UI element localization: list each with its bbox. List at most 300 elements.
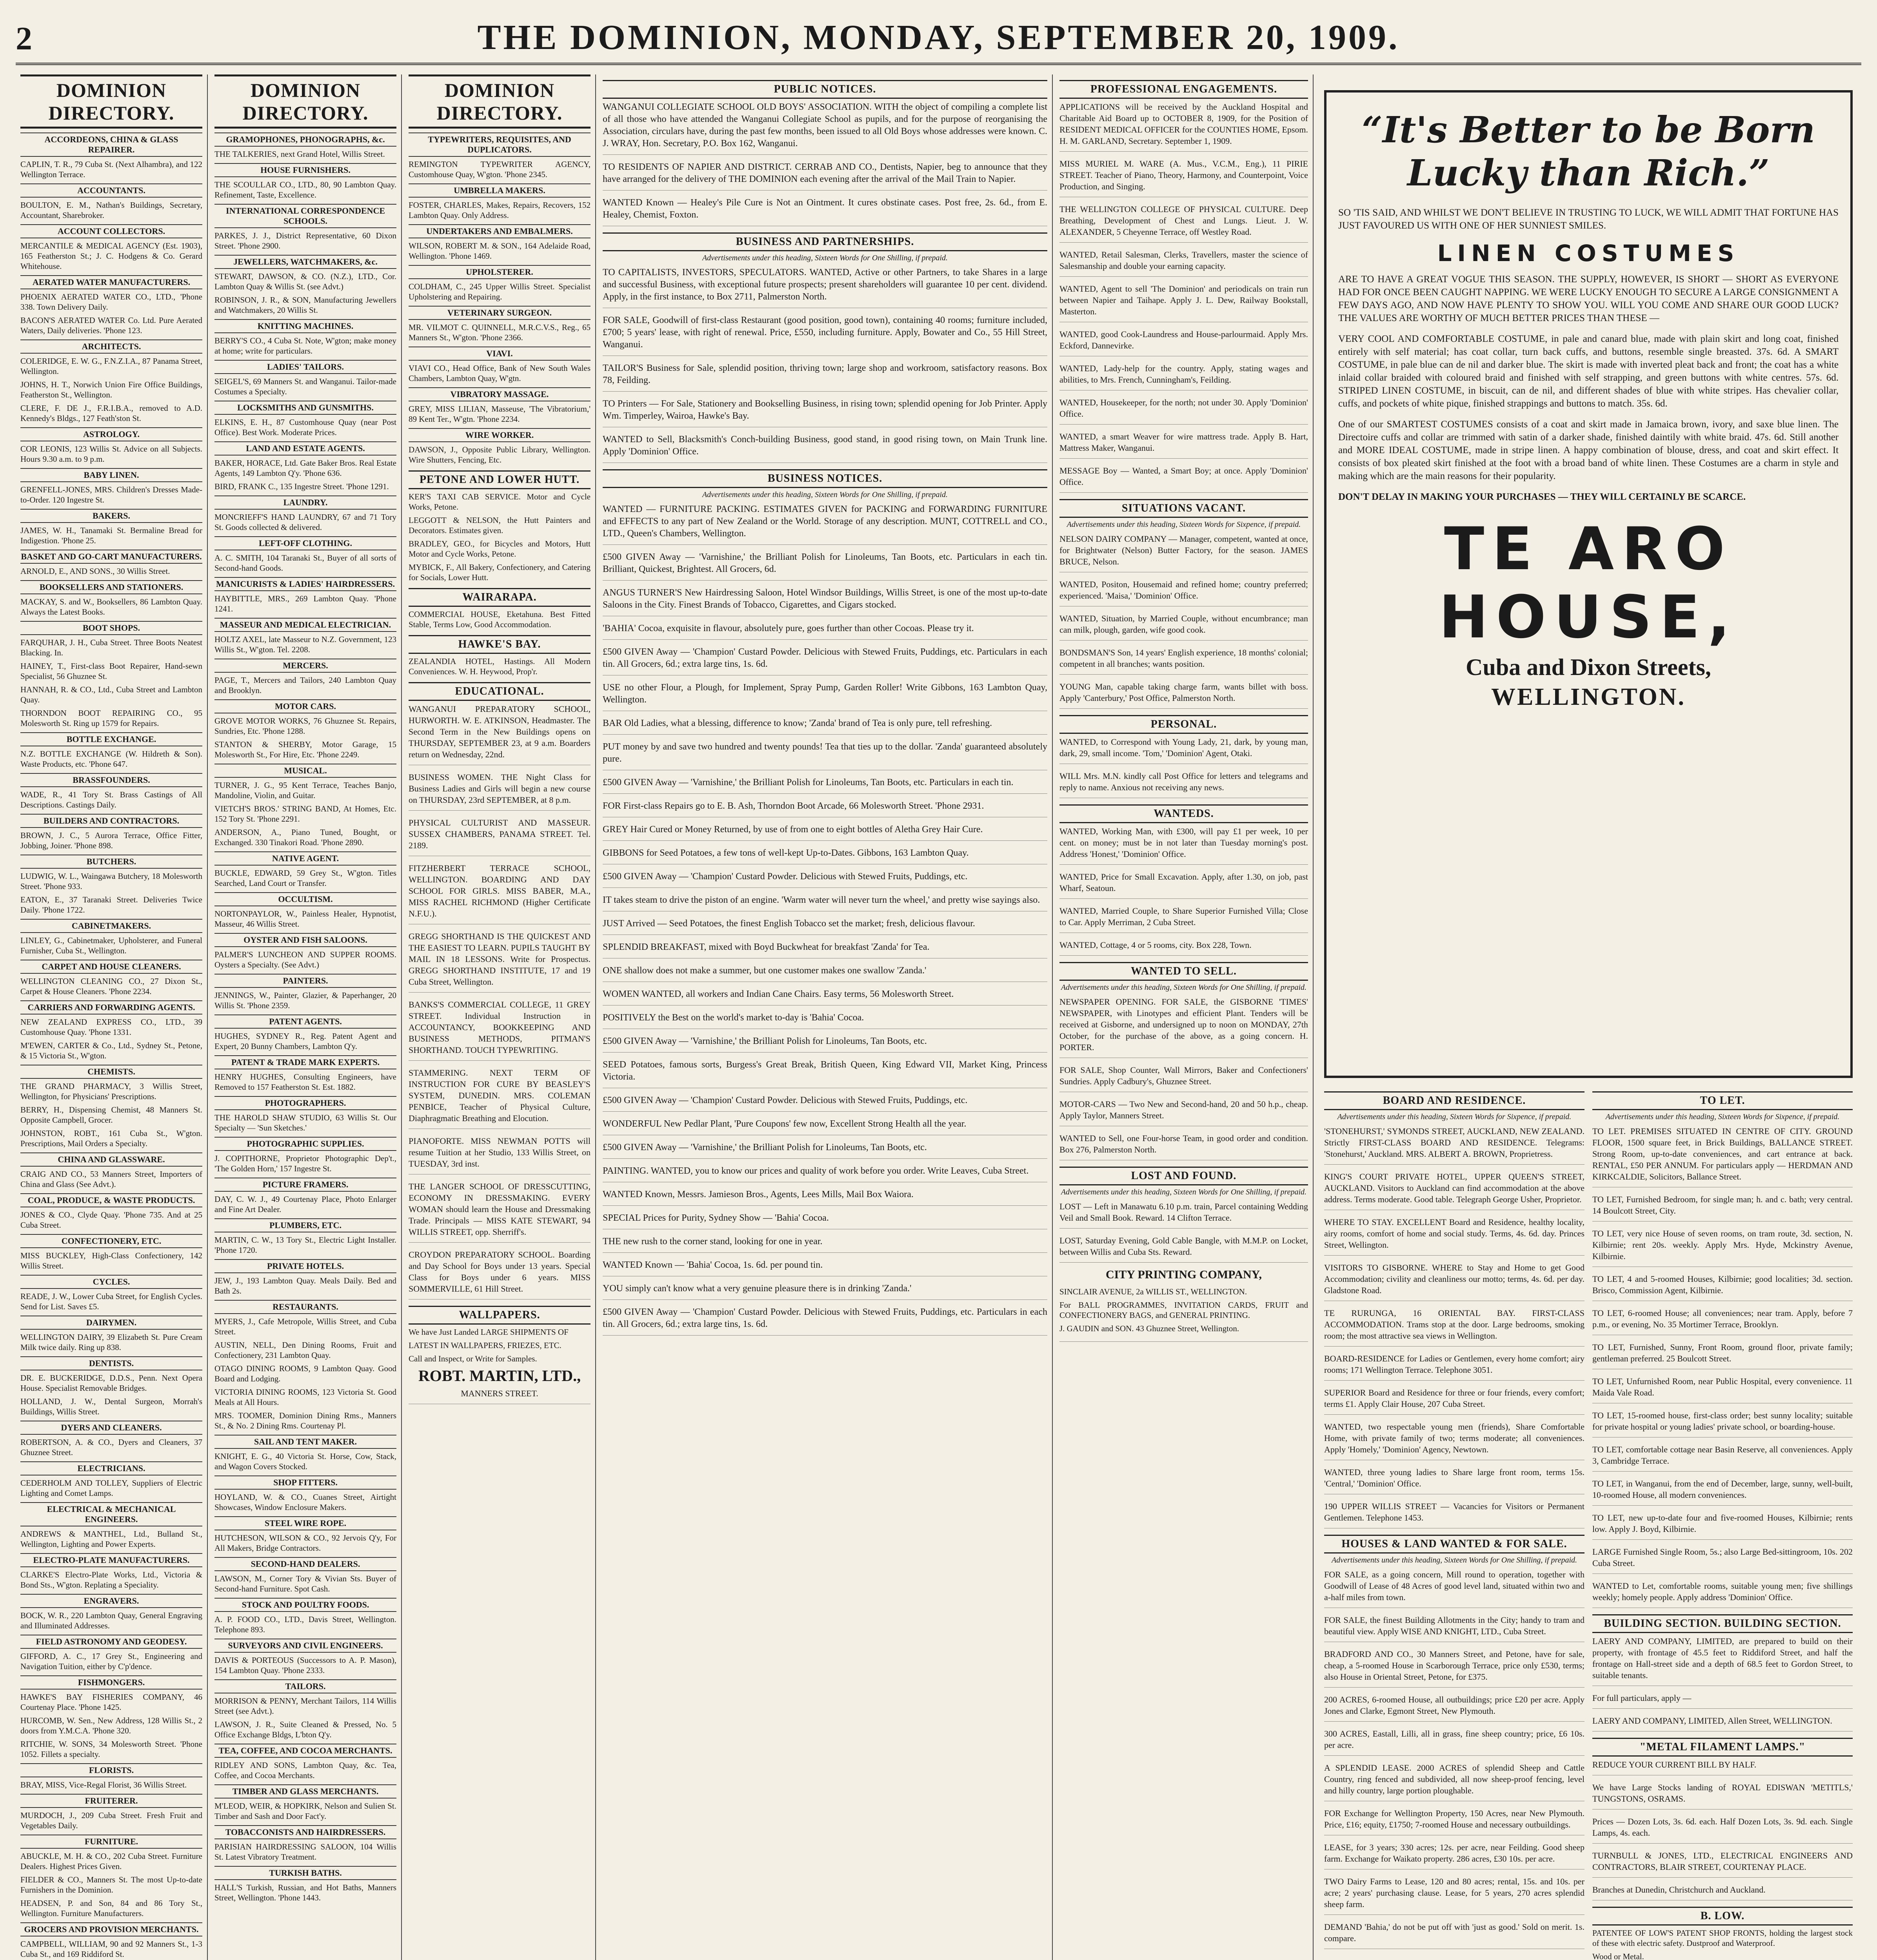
educational-notice: THE LANGER SCHOOL OF DRESSCUTTING, ECONOMY IN DRESSMAKING. EVERY WOMAN should learn the House and Dressmaking Trade. Principals — MISS KATE STEWART, 94 WILLIS STREET, opp. Sherriff's. bbox=[409, 1181, 591, 1243]
directory-entry: BUCKLE, EDWARD, 59 Grey St., W'gton. Titles Searched, Land Court or Transfer. bbox=[214, 868, 396, 888]
directory-entry: ROBINSON, J. R., & SON, Manufacturing Jewellers and Watchmakers, 20 Willis St. bbox=[214, 295, 396, 315]
lamp-line: We have Large Stocks landing of ROYAL EDISWAN 'METITLS,' TUNGSTONS, OSRAMS. bbox=[1592, 1782, 1853, 1809]
directory-entry: WELLINGTON CLEANING CO., 27 Dixon St., Carpet & House Cleaners. 'Phone 2234. bbox=[20, 976, 202, 996]
directory-listing bbox=[20, 132, 202, 1959]
board-notice: BOARD-RESIDENCE for Ladies or Gentlemen, every home comfort; airy rooms; 171 Wellington Terrace. Telephone 3051. bbox=[1324, 1353, 1584, 1381]
directory-column-3 bbox=[404, 74, 596, 1960]
directory-entry: MERCANTILE & MEDICAL AGENCY (Est. 1903), 165 Featherston St.; J. C. Hodgens & Co. Gerard Whitehouse. bbox=[20, 241, 202, 271]
business-notice: GREY Hair Cured or Money Returned, by use of from one to eight bottles of Aletha Grey Hair Cure. bbox=[603, 824, 1047, 841]
directory-entry: MONCRIEFF'S HAND LAUNDRY, 67 and 71 Tory St. Goods collected & delivered. bbox=[214, 512, 396, 532]
directory-entry: GIFFORD, A. C., 17 Grey St., Engineering and Navigation Tuition, either by C'p'dence. bbox=[20, 1651, 202, 1671]
directory-entry: M'LEOD, WEIR, & HOPKIRK, Nelson and Sulien St. Timber and Sash and Door Fact'y. bbox=[214, 1801, 396, 1821]
business-notice: PUT money by and save two hundred and twenty pounds! Tea that ties up to the dollar. 'Zanda' guaranteed absolutely pure. bbox=[603, 741, 1047, 770]
to-let-sub: Advertisements under this heading, Sixteen Words for Sixpence, if prepaid. bbox=[1605, 1112, 1840, 1121]
directory-entry: A. C. SMITH, 104 Taranaki St., Buyer of all sorts of Second-hand Goods. bbox=[214, 553, 396, 573]
directory-category: GROCERS AND PROVISION MERCHANTS. bbox=[20, 1922, 202, 1936]
business-notice: £500 GIVEN Away — 'Champion' Custard Powder. Delicious with Stewed Fruits, Puddings, etc. bbox=[603, 1094, 1047, 1112]
directory-category: ACCOUNT COLLECTORS. bbox=[20, 224, 202, 238]
directory-category: LADIES' TAILORS. bbox=[214, 360, 396, 374]
directory-category: CABINETMAKERS. bbox=[20, 919, 202, 933]
directory-entry: A. P. FOOD CO., LTD., Davis Street, Wellington. Telephone 893. bbox=[214, 1615, 396, 1634]
directory-category: ELECTRO-PLATE MANUFACTURERS. bbox=[20, 1553, 202, 1567]
public-notice: TO RESIDENTS OF NAPIER AND DISTRICT. CERRAB AND CO., Dentists, Napier, beg to announce that they have arranged for the delivery of THE DOMINION each evening after the arrival of the Mail Train to Napier. bbox=[603, 161, 1047, 191]
directory-category: PATENT AGENTS. bbox=[214, 1014, 396, 1029]
directory-category: FLORISTS. bbox=[20, 1763, 202, 1777]
lost-found-heading: LOST AND FOUND. bbox=[1059, 1167, 1308, 1185]
directory-entry: BAKER, HORACE, Ltd. Gate Baker Bros. Real Estate Agents, 149 Lambton Q'y. 'Phone 636. bbox=[214, 458, 396, 478]
property-notice: 300 ACRES, Eastall, Lilli, all in grass, fine sheep country; price, £6 10s. per acre. bbox=[1324, 1728, 1584, 1756]
property-notice: LEASE, for 3 years; 330 acres; 12s. per acre, near Feilding. Good sheep farm. Exchange for Waikato property. 286 acres, £30 10s. per acre. bbox=[1324, 1842, 1584, 1869]
directory-entry: BACON'S AERATED WATER Co. Ltd. Pure Aerated Waters, Daily deliveries. 'Phone 123. bbox=[20, 316, 202, 335]
directory-entry: GROVE MOTOR WORKS, 76 Ghuznee St. Repairs, Sundries, Etc. 'Phone 1288. bbox=[214, 716, 396, 736]
directory-entry: DAY, C. W. J., 49 Courtenay Place, Photo Enlarger and Fine Art Dealer. bbox=[214, 1194, 396, 1214]
metal-lamps-lines bbox=[1592, 1759, 1853, 1900]
business-notice: TO CAPITALISTS, INVESTORS, SPECULATORS. WANTED, Active or other Partners, to take Shares in a large and successful Business, with exceptional future prospects; present shareholders will guarantee 10 per cent. dividend. Apply, in the first instance, to Box 2711, Palmerston North. bbox=[603, 267, 1047, 308]
directory-entry: HENRY HUGHES, Consulting Engineers, have Removed to 157 Featherston St. Est. 1882. bbox=[214, 1072, 396, 1092]
business-notice: WANTED to Sell, Blacksmith's Conch-building Business, good stand, in good rising town, on Main Trunk line. Apply 'Dominion' Office. bbox=[603, 434, 1047, 463]
right-bottom-left bbox=[1324, 1086, 1584, 1960]
directory-category: PLUMBERS, ETC. bbox=[214, 1218, 396, 1232]
wallpaper-line: We have Just Landed LARGE SHIPMENTS OF bbox=[409, 1327, 569, 1337]
directory-entry: WILSON, ROBERT M. & SON., 164 Adelaide Road, Wellington. 'Phone 1469. bbox=[409, 241, 591, 261]
to-let-notice: TO LET, Furnished Bedroom, for single man; h. and c. bath; very central. 14 Boulcott Street, City. bbox=[1592, 1194, 1853, 1221]
directory-entry: WELLINGTON DAIRY, 39 Elizabeth St. Pure Cream Milk twice daily. Ring up 838. bbox=[20, 1332, 202, 1352]
educational-notice: BUSINESS WOMEN. THE Night Class for Business Ladies and Girls will begin a new course on THURSDAY, 23rd SEPTEMBER, at 8 p.m. bbox=[409, 771, 591, 811]
educational-notice: STAMMERING. NEXT TERM OF INSTRUCTION FOR CURE BY BEASLEY'S SYSTEM, DUNEDIN. MRS. COLEMAN PENBICE, Teacher of Physical Culture, Diaphragmatic Breathing and Elocution. bbox=[409, 1067, 591, 1129]
city-printing-line: For BALL PROGRAMMES, INVITATION CARDS, FRUIT and CONFECTIONERY BAGS, and GENERAL PRINTING. bbox=[1059, 1300, 1308, 1320]
educational-listing bbox=[409, 703, 591, 1299]
to-let-notice: TO LET, 4 and 5-roomed Houses, Kilbirnie; good localities; 3d. section. Brisco, Commission Agent, Kilbirnie. bbox=[1592, 1273, 1853, 1301]
property-notice: 200 ACRES, 6-roomed House, all outbuildings; price £20 per acre. Apply Jones and Clarke, Egmont Street, New Plymouth. bbox=[1324, 1694, 1584, 1722]
sale-notice: MOTOR-CARS — Two New and Second-hand, 20 and 50 h.p., cheap. Apply Taylor, Manners Street. bbox=[1059, 1098, 1308, 1126]
to-let-notice: TO LET, very nice House of seven rooms, on tram route, 3d. section, N. Kilbirnie; rent 20s. weekly. Apply Mrs. Hyde, Mckinstry Avenue, Kilbirnie. bbox=[1592, 1228, 1853, 1267]
directory-entry: JOHNSTON, ROBT., 161 Cuba St., W'gton. Prescriptions, Mail Orders a Specialty. bbox=[20, 1129, 202, 1148]
directory-entry: PHOENIX AERATED WATER CO., LTD., 'Phone 338. Town Delivery Daily. bbox=[20, 292, 202, 312]
directory-category: FIELD ASTRONOMY AND GEODESY. bbox=[20, 1635, 202, 1649]
hawkes-bay-listing bbox=[409, 656, 591, 677]
situation-notice: WANTED, Positon, Housemaid and refined home; country preferred; experienced. 'Maisa,' 'Dominion' Office. bbox=[1059, 579, 1308, 606]
board-residence-list bbox=[1324, 1125, 1584, 1528]
business-notice: POSITIVELY the Best on the world's market to-day is 'Bahia' Cocoa. bbox=[603, 1012, 1047, 1029]
hawkes-bay-heading: HAWKE'S BAY. bbox=[409, 635, 591, 654]
low-line: PATENTEE OF LOW'S PATENT SHOP FRONTS, holding the largest stock of these with electric safety. Dustproof and Waterproof. bbox=[1592, 1928, 1853, 1948]
board-notice: SUPERIOR Board and Residence for three or four friends, every comfort; terms £1. Apply Clair House, 207 Cuba Street. bbox=[1324, 1387, 1584, 1415]
building-line: LAERY AND COMPANY, LIMITED, are prepared to build on their property, with frontage of 45.5 feet to Riddiford Street, and half the frontage on Hall-street side and a depth of 68.5 feet to Gordon Street, to suitable tenants. bbox=[1592, 1635, 1853, 1686]
ad-address: Cuba and Dixon Streets, bbox=[1466, 654, 1711, 680]
directory-entry: STANTON & SHERBY, Motor Garage, 15 Molesworth St., For Hire, Etc. 'Phone 2249. bbox=[214, 740, 396, 759]
directory-category: STOCK AND POULTRY FOODS. bbox=[214, 1598, 396, 1612]
business-notices-heading: BUSINESS NOTICES. bbox=[603, 469, 1047, 488]
wanteds-heading: WANTEDS. bbox=[1059, 804, 1308, 823]
business-notice: £500 GIVEN Away — 'Varnishine,' the Brilliant Polish for Linoleums, Tan Boots, etc. bbox=[603, 1035, 1047, 1053]
directory-category: LEFT-OFF CLOTHING. bbox=[214, 536, 396, 550]
city-printing-line: J. GAUDIN and SON. 43 Ghuznee Street, Wellington. bbox=[1059, 1324, 1239, 1333]
public-notices-list bbox=[603, 101, 1047, 226]
situation-notice: NELSON DAIRY COMPANY — Manager, competent, wanted at once, for Brightwater (Nelson) Butter Factory, for the season. JAMES BRUCE, Nelson. bbox=[1059, 533, 1308, 572]
metal-lamps-heading: "METAL FILAMENT LAMPS." bbox=[1592, 1738, 1853, 1757]
business-notice: USE no other Flour, a Plough, for Implement, Spray Pump, Garden Roller! Write Gibbons, 163 Lambton Quay, Wellington. bbox=[603, 682, 1047, 711]
directory-entry: DAVIS & PORTEOUS (Successors to A. P. Mason), 154 Lambton Quay. 'Phone 2333. bbox=[214, 1655, 396, 1675]
directory-category: BRASSFOUNDERS. bbox=[20, 773, 202, 787]
directory-entry: RITCHIE, W. SONS, 34 Molesworth Street. 'Phone 1052. Fillets a specialty. bbox=[20, 1739, 202, 1759]
ad-body-1: ARE TO HAVE A GREAT VOGUE THIS SEASON. THE SUPPLY, HOWEVER, IS SHORT — SHORT AS EVERYONE HAD FOR ONCE BEEN CAUGHT NAPPING. WE WERE LUCKY ENOUGH TO SECURE A LARGE CONSIGNMENT A FEW DAYS AGO, AND NOW HAVE PLENTY TO SHOW YOU. WILL YOU COME AND SHARE OUR GOOD LUCK? THE VALUES ARE WORTHY OF MUCH BETTER PRICES THAN THESE — bbox=[1338, 274, 1839, 323]
directory-entry: ROBERTSON, A. & CO., Dyers and Cleaners, 37 Ghuznee Street. bbox=[20, 1437, 202, 1457]
directory-entry: LINLEY, G., Cabinetmaker, Upholsterer, and Funeral Furnisher, Cuba St., Wellington. bbox=[20, 936, 202, 955]
situation-notice: YOUNG Man, capable taking charge farm, wants billet with boss. Apply 'Canterbury,' Post Office, Palmerston North. bbox=[1059, 681, 1308, 709]
wanted-to-sell-sub: Advertisements under this heading, Sixteen Words for One Shilling, if prepaid. bbox=[1061, 983, 1307, 992]
directory-entry: OTAGO DINING ROOMS, 9 Lambton Quay. Good Board and Lodging. bbox=[214, 1364, 396, 1383]
directory-category: ENGRAVERS. bbox=[20, 1594, 202, 1608]
engagements-column bbox=[1055, 74, 1314, 1960]
to-let-notice: TO LET, 15-roomed house, first-class order; best sunny locality; suitable for private hospital or young ladies' private school, or boarding-house. bbox=[1592, 1410, 1853, 1437]
to-let-notice: LARGE Furnished Single Room, 5s.; also Large Bed-sittingroom, 10s. 202 Cuba Street. bbox=[1592, 1546, 1853, 1574]
directory-entry: ELKINS, E. H., 87 Customhouse Quay (near Post Office). Best Work. Moderate Prices. bbox=[214, 417, 396, 437]
professional-notice: WANTED, a smart Weaver for wire mattress trade. Apply B. Hart, Mattress Maker, Wanganui. bbox=[1059, 431, 1308, 459]
wanted-to-sell-list bbox=[1059, 996, 1308, 1160]
directory-entry: CEDERHOLM AND TOLLEY, Suppliers of Electric Lighting and Comet Lamps. bbox=[20, 1478, 202, 1498]
directory-category: VETERINARY SURGEON. bbox=[409, 306, 591, 320]
directory-entry: CLERE, F. DE J., F.R.I.B.A., removed to A.D. Kennedy's Bldgs., 127 Feath'ston St. bbox=[20, 403, 202, 423]
wallpapers-heading: WALLPAPERS. bbox=[409, 1306, 591, 1325]
directory-category: BOOKSELLERS AND STATIONERS. bbox=[20, 580, 202, 594]
low-line: Wood or Metal. bbox=[1592, 1952, 1644, 1960]
right-bottom-right bbox=[1592, 1086, 1853, 1960]
public-notice: WANTED Known — Healey's Pile Cure is Not an Ointment. It cures obstinate cases. Post free, 2s. 6d., from E. Healey, Chemist, Foxton. bbox=[603, 197, 1047, 226]
directory-entry: FOSTER, CHARLES, Makes, Repairs, Recovers, 152 Lambton Quay. Only Address. bbox=[409, 200, 591, 220]
directory-category: BOTTLE EXCHANGE. bbox=[20, 732, 202, 746]
directory-category: CARPET AND HOUSE CLEANERS. bbox=[20, 960, 202, 974]
directory-entry: HOYLAND, W. & CO., Cuanes Street, Airtight Showcases, Window Enclosure Makers. bbox=[214, 1492, 396, 1512]
to-let-notice: TO LET, Unfurnished Room, near Public Hospital, every convenience. 11 Maida Vale Road. bbox=[1592, 1376, 1853, 1403]
directory-entry: LAWSON, J. R., Suite Cleaned & Pressed, No. 5 Office Exchange Bldgs, L'bton Q'y. bbox=[214, 1720, 396, 1739]
directory-category: VIBRATORY MASSAGE. bbox=[409, 387, 591, 401]
directory-entry: GRENFELL-JONES, MRS. Children's Dresses Made-to-Order. 120 Ingestre St. bbox=[20, 485, 202, 505]
directory-entry: N.Z. BOTTLE EXCHANGE (W. Hildreth & Son). Waste Products, etc. 'Phone 647. bbox=[20, 749, 202, 769]
business-notice: WONDERFUL New Pedlar Plant, 'Pure Coupons' few now, Excellent Strong Health all the year. bbox=[603, 1118, 1047, 1135]
building-line: For full particulars, apply — bbox=[1592, 1692, 1853, 1709]
directory-category: PICTURE FRAMERS. bbox=[214, 1178, 396, 1192]
directory-entry: PARKES, J. J., District Representative, 60 Dixon Street. 'Phone 2900. bbox=[214, 231, 396, 250]
directory-title: DOMINION DIRECTORY. bbox=[20, 74, 202, 129]
directory-category: SECOND-HAND DEALERS. bbox=[214, 1557, 396, 1571]
directory-entry: PALMER'S LUNCHEON AND SUPPER ROOMS. Oysters a Specialty. (See Advt.) bbox=[214, 950, 396, 969]
directory-entry: BERRY, H., Dispensing Chemist, 48 Manners St. Opposite Campbell, Grocer. bbox=[20, 1105, 202, 1125]
business-notice: WANTED — FURNITURE PACKING. ESTIMATES GIVEN for PACKING and FORWARDING FURNITURE and EFFECTS to any part of New Zealand or the World. Storage of any description. MUNT, COTTRELL and CO., LTD., Queen's Chambers, Wellington. bbox=[603, 503, 1047, 545]
directory-entry: MISS BUCKLEY, High-Class Confectionery, 142 Willis Street. bbox=[20, 1251, 202, 1270]
to-let-list bbox=[1592, 1125, 1853, 1608]
educational-notice: BANKS'S COMMERCIAL COLLEGE, 11 GREY STREET. Individual Instruction in ACCOUNTANCY, BOOKKEEPING AND BUSINESS METHODS, PITMAN'S SHORTHAND. TOUCH TYPEWRITING. bbox=[409, 999, 591, 1061]
property-notice: FOR SALE, as a going concern, Mill round to operation, together with Goodwill of Lease of 48 Acres of good level land, situated within two and a-half miles from town. bbox=[1324, 1569, 1584, 1608]
business-notice: £500 GIVEN Away — 'Varnishine,' the Brilliant Polish for Linoleums, Tan Boots, etc. Particulars in each tin. bbox=[603, 777, 1047, 794]
directory-entry: ABUCKLE, M. H. & CO., 202 Cuba Street. Furniture Dealers. Highest Prices Given. bbox=[20, 1851, 202, 1871]
directory-entry: HOLLAND, J. W., Dental Surgeon, Morrah's Buildings, Willis Street. bbox=[20, 1397, 202, 1416]
directory-entry: JOHNS, H. T., Norwich Union Fire Office Buildings, Featherston St., Wellington. bbox=[20, 380, 202, 399]
directory-entry: EATON, E., 37 Taranaki Street. Deliveries Twice Daily. 'Phone 1722. bbox=[20, 895, 202, 915]
directory-category: MERCERS. bbox=[214, 659, 396, 673]
directory-category: CARRIERS AND FORWARDING AGENTS. bbox=[20, 1000, 202, 1014]
to-let-notice: TO LET, new up-to-date four and five-roomed Houses, Kilbirnie; rents low. Apply J. Boyd, Kilbirnie. bbox=[1592, 1512, 1853, 1540]
directory-entry: HUGHES, SYDNEY R., Reg. Patent Agent and Expert, 20 Bunny Chambers, Lambton Q'y. bbox=[214, 1031, 396, 1051]
directory-entry: CAPLIN, T. R., 79 Cuba St. (Next Alhambra), and 122 Wellington Terrace. bbox=[20, 160, 202, 179]
business-partnerships-heading: BUSINESS AND PARTNERSHIPS. bbox=[603, 232, 1047, 251]
page-number: 2 bbox=[16, 20, 32, 57]
professional-heading: PROFESSIONAL ENGAGEMENTS. bbox=[1059, 80, 1308, 99]
property-notice: TWO Dairy Farms to Lease, 120 and 80 acres; rental, 15s. and 10s. per acre; 2 years' purchasing clause. Lease, for 5 years, 270 acres splendid sheep farm. bbox=[1324, 1876, 1584, 1915]
business-notice: IT takes steam to drive the piston of an engine. 'Warm water will never turn the wheel,' and pretty wise sayings also. bbox=[603, 894, 1047, 911]
directory-entry: COLDHAM, C., 245 Upper Willis Street. Specialist Upholstering and Repairing. bbox=[409, 282, 591, 301]
business-notice: SPECIAL Prices for Purity, Sydney Show — 'Bahia' Cocoa. bbox=[603, 1212, 1047, 1229]
educational-notice: PIANOFORTE. MISS NEWMAN POTTS will resume Tuition at her Studio, 133 Willis Street, on TUESDAY, 3rd inst. bbox=[409, 1135, 591, 1174]
directory-entry: THE GRAND PHARMACY, 3 Willis Street, Wellington, for Physicians' Prescriptions. bbox=[20, 1082, 202, 1101]
business-notice: £500 GIVEN Away — 'Champion' Custard Powder. Delicious with Stewed Fruits, Puddings, etc. bbox=[603, 871, 1047, 888]
to-let-notice: TO LET, Furnished, Sunny, Front Room, ground floor, private family; gentleman preferred. 25 Boulcott Street. bbox=[1592, 1341, 1853, 1369]
professional-notice: MISS MURIEL M. WARE (A. Mus., V.C.M., Eng.), 11 PIRIE STREET. Teacher of Piano, Theory, Harmony, and Counterpoint, Voice Production, and Singing. bbox=[1059, 158, 1308, 197]
business-notice: TAILOR'S Business for Sale, splendid position, thriving town; large shop and workroom, satisfactory reasons. Box 78, Feilding. bbox=[603, 362, 1047, 392]
directory-category: TAILORS. bbox=[214, 1679, 396, 1693]
directory-entry: VIAVI CO., Head Office, Bank of New South Wales Chambers, Lambton Quay, W'gtn. bbox=[409, 363, 591, 383]
professional-notice: WANTED, Lady-help for the country. Apply, stating wages and abilities, to Mrs. French, Cunningham's, Feilding. bbox=[1059, 363, 1308, 390]
directory-entry: HURCOMB, W. Sen., New Address, 128 Willis St., 2 doors from Y.M.C.A. 'Phone 320. bbox=[20, 1716, 202, 1735]
business-notice: 'BAHIA' Cocoa, exquisite in flavour, absolutely pure, goes further than other Cocoas. Please try it. bbox=[603, 622, 1047, 640]
directory-entry: HOLTZ AXEL, late Masseur to N.Z. Government, 123 Willis St., W'gton. Tel. 2208. bbox=[214, 635, 396, 654]
directory-category: CHINA AND GLASSWARE. bbox=[20, 1152, 202, 1167]
petone-heading: PETONE AND LOWER HUTT. bbox=[409, 470, 591, 489]
directory-entry: COLERIDGE, E. W. G., F.N.Z.I.A., 87 Panama Street, Wellington. bbox=[20, 356, 202, 376]
business-notice: £500 GIVEN Away — 'Varnishine,' the Brilliant Polish for Linoleums, Tan Boots, etc. bbox=[603, 1142, 1047, 1159]
directory-entry: ZEALANDIA HOTEL, Hastings. All Modern Conveniences. W. H. Heywood, Prop'r. bbox=[409, 657, 591, 676]
business-notice: WANTED Known, Messrs. Jamieson Bros., Agents, Lees Mills, Mail Box Waiora. bbox=[603, 1189, 1047, 1206]
directory-title: DOMINION DIRECTORY. bbox=[409, 74, 591, 129]
educational-notice: FITZHERBERT TERRACE SCHOOL, WELLINGTON. BOARDING AND DAY SCHOOL FOR GIRLS. MISS BABER, M.A., MISS RACHEL RICHMOND (Higher Certificate N.F.U.). bbox=[409, 862, 591, 924]
directory-category: MASSEUR AND MEDICAL ELECTRICIAN. bbox=[214, 618, 396, 632]
directory-entry: M'EWEN, CARTER & Co., Ltd., Sydney St., Petone, & 15 Victoria St., W'gton. bbox=[20, 1041, 202, 1060]
lamp-line: REDUCE YOUR CURRENT BILL BY HALF. bbox=[1592, 1759, 1853, 1775]
directory-category: UPHOLSTERER. bbox=[409, 265, 591, 279]
directory-category: ARCHITECTS. bbox=[20, 339, 202, 354]
directory-entry: HALL'S Turkish, Russian, and Hot Baths, Manners Street, Wellington. 'Phone 1443. bbox=[214, 1883, 396, 1902]
directory-category: TEA, COFFEE, AND COCOA MERCHANTS. bbox=[214, 1744, 396, 1758]
directory-category: RESTAURANTS. bbox=[214, 1300, 396, 1314]
directory-category: FISHMONGERS. bbox=[20, 1675, 202, 1690]
professional-notice: WANTED, Retail Salesman, Clerks, Travellers, master the science of Salesmanship and double your earning capacity. bbox=[1059, 249, 1308, 277]
educational-notice: GREGG SHORTHAND IS THE QUICKEST AND THE EASIEST TO LEARN. PUPILS TAUGHT BY MAIL IN 18 LESSONS. Write for Prospectus. GREGG SHORTHAND INSTITUTE, 17 and 19 Cuba Street, Wellington. bbox=[409, 931, 591, 993]
directory-category: FURNITURE. bbox=[20, 1835, 202, 1849]
directory-entry: THE HAROLD SHAW STUDIO, 63 Willis St. Our Specialty — 'Sun Sketches.' bbox=[214, 1113, 396, 1132]
wanted-notice: WANTED, Married Couple, to Share Superior Furnished Villa; Close to Car. Apply Merriman, 2 Cuba Street. bbox=[1059, 905, 1308, 933]
directory-entry: BRADLEY, GEO., for Bicycles and Motors, Hutt Motor and Cycle Works, Petone. bbox=[409, 539, 591, 559]
notices-grid bbox=[603, 74, 1047, 1342]
professional-list bbox=[1059, 101, 1308, 493]
business-notice: BAR Old Ladies, what a blessing, difference to know; 'Zanda' brand of Tea is only pure, tell refreshing. bbox=[603, 717, 1047, 735]
business-notice: £500 GIVEN Away — 'Champion' Custard Powder. Delicious with Stewed Fruits, Puddings, etc. Particulars in each tin. All Grocers, 6d.; extra large tins, 1s. 6d. bbox=[603, 646, 1047, 675]
situation-notice: WANTED, Situation, by Married Couple, without encumbrance; man can milk, plough, garden, wife good cook. bbox=[1059, 613, 1308, 641]
directory-entry: DR. E. BUCKERIDGE, D.D.S., Penn. Next Opera House. Specialist Removable Bridges. bbox=[20, 1373, 202, 1393]
directory-category: INTERNATIONAL CORRESPONDENCE SCHOOLS. bbox=[214, 204, 396, 228]
directory-entry: FIELDER & CO., Manners St. The most Up-to-date Furnishers in the Dominion. bbox=[20, 1875, 202, 1895]
directory-category: DYERS AND CLEANERS. bbox=[20, 1421, 202, 1435]
directory-category: TYPEWRITERS, REQUISITES, AND DUPLICATORS. bbox=[409, 132, 591, 157]
directory-entry: SEIGEL'S, 69 Manners St. and Wanganui. Tailor-made Costumes a Specialty. bbox=[214, 377, 396, 396]
wanted-notice: WANTED, Working Man, with £300, will pay £1 per week, 10 per cent. on money; must be in not later than Tuesday morning's post. Address 'Honest,' 'Dominion' Office. bbox=[1059, 826, 1308, 865]
directory-category: AERATED WATER MANUFACTURERS. bbox=[20, 275, 202, 289]
wallpaper-firm: ROBT. MARTIN, LTD., bbox=[418, 1367, 581, 1385]
directory-entry: BRAY, MISS, Vice-Regal Florist, 36 Willis Street. bbox=[20, 1780, 187, 1789]
lost-notice: LOST — Left in Manawatu 6.10 p.m. train, Parcel containing Wedding Veil and Small Book. Reward. 14 Clifton Terrace. bbox=[1059, 1201, 1308, 1229]
directory-entry: CRAIG AND CO., 53 Manners Street, Importers of China and Glass (See Advt.). bbox=[20, 1169, 202, 1189]
directory-category: BUTCHERS. bbox=[20, 855, 202, 869]
newspaper-title: THE DOMINION, MONDAY, SEPTEMBER 20, 1909. bbox=[477, 18, 1400, 57]
directory-category: OCCULTISM. bbox=[214, 892, 396, 906]
low-patent-heading: B. LOW. bbox=[1592, 1907, 1853, 1926]
ad-closer: DON'T DELAY IN MAKING YOUR PURCHASES — THEY WILL CERTAINLY BE SCARCE. bbox=[1338, 492, 1746, 502]
to-let-notice: TO LET, in Wanganui, from the end of December, large, sunny, well-built, 10-roomed House, all modern conveniences. bbox=[1592, 1478, 1853, 1506]
wanted-notice: WANTED, Price for Small Excavation. Apply, after 1.30, on job, past Wharf, Seatoun. bbox=[1059, 871, 1308, 899]
business-notice: TO Printers — For Sale, Stationery and Bookselling Business, in rising town; splendid opening for Job Printer. Apply Wm. Timperley, Wairoa, Hawke's Bay. bbox=[603, 398, 1047, 427]
directory-category: ELECTRICAL & MECHANICAL ENGINEERS. bbox=[20, 1502, 202, 1526]
sale-notice: NEWSPAPER OPENING. FOR SALE, the GISBORNE 'TIMES' NEWSPAPER, with Linotypes and efficient Plant. Tenders will be received at Gisborne, and undersigned up to noon on MONDAY, 27th October, for the purchase of the above, as a going concern. H. PORTER. bbox=[1059, 996, 1308, 1058]
te-aro-house-ad bbox=[1324, 90, 1853, 1078]
situation-notice: BONDSMAN'S Son, 14 years' English experience, 18 months' colonial; competent in all branches; wants position. bbox=[1059, 647, 1308, 675]
personal-list bbox=[1059, 736, 1308, 798]
property-notice: A SPLENDID LEASE. 2000 ACRES of splendid Sheep and Cattle Country, ring fenced and subdivided, all now sheep-proof fencing, level and hilly country, large portion ploughable. bbox=[1324, 1762, 1584, 1801]
board-notice: VISITORS TO GISBORNE. WHERE to Stay and Home to get Good Accommodation; civility and cleanliness our motto; terms, 4s. 6d. per day. Gladstone Road. bbox=[1324, 1262, 1584, 1301]
business-notice: PAINTING. WANTED, you to know our prices and quality of work before you order. Write Leaves, Cuba Street. bbox=[603, 1165, 1047, 1182]
directory-category: PHOTOGRAPHIC SUPPLIES. bbox=[214, 1137, 396, 1151]
business-notice: SPLENDID BREAKFAST, mixed with Boyd Buckwheat for breakfast 'Zanda' for Tea. bbox=[603, 941, 1047, 958]
ad-headline: “It's Better to be Born Lucky than Rich.” bbox=[1361, 109, 1815, 194]
situations-vacant-heading: SITUATIONS VACANT. bbox=[1059, 499, 1308, 518]
wallpapers-ad bbox=[409, 1327, 591, 1404]
directory-category: LAUNDRY. bbox=[214, 495, 396, 510]
directory-category: TIMBER AND GLASS MERCHANTS. bbox=[214, 1784, 396, 1798]
directory-entry: AUSTIN, NELL, Den Dining Rooms, Fruit and Confectionery, 231 Lambton Quay. bbox=[214, 1340, 396, 1360]
professional-notice: APPLICATIONS will be received by the Auckland Hospital and Charitable Aid Board up to OCTOBER 8, 1909, for the Position of RESIDENT MEDICAL OFFICER for the COUNTIES HOME, Epsom. H. M. GARLAND, Secretary. September 1, 1909. bbox=[1059, 101, 1308, 152]
board-residence-sub: Advertisements under this heading, Sixteen Words for Sixpence, if prepaid. bbox=[1337, 1112, 1572, 1121]
notices-column bbox=[598, 74, 1053, 1960]
property-notice: FOR SALE, the finest Building Allotments in the City; handy to tram and beautiful view. Apply WISE AND KNIGHT, LTD., Cuba Street. bbox=[1324, 1614, 1584, 1642]
directory-category: GRAMOPHONES, PHONOGRAPHS, &c. bbox=[214, 132, 396, 147]
personal-notice: WANTED, to Correspond with Young Lady, 21, dark, by young man, dark, 29, small income. 'Tom,' 'Dominion' Agent, Otaki. bbox=[1059, 736, 1308, 764]
professional-notice: WANTED, Housekeeper, for the north; not under 30. Apply 'Dominion' Office. bbox=[1059, 397, 1308, 425]
business-notice: WANTED Known — 'Bahia' Cocoa, 1s. 6d. per pound tin. bbox=[603, 1259, 1047, 1276]
right-bottom-grid bbox=[1324, 1086, 1853, 1960]
directory-entry: MYERS, J., Cafe Metropole, Willis Street, and Cuba Street. bbox=[214, 1317, 396, 1336]
directory-category: VIAVI. bbox=[409, 347, 591, 361]
to-let-heading: TO LET. bbox=[1592, 1091, 1853, 1110]
professional-notice: THE WELLINGTON COLLEGE OF PHYSICAL CULTURE. Deep Breathing, Development of Chest and Lungs. Lieut. J. W. ALEXANDER, 5 Cheyenne Terrace, off Westley Road. bbox=[1059, 203, 1308, 243]
to-let-notice: WANTED to Let, comfortable rooms, suitable young men; five shillings weekly; homely people. Apply address 'Dominion' Office. bbox=[1592, 1580, 1853, 1608]
business-notice: THE new rush to the corner stand, looking for one in year. bbox=[603, 1236, 1047, 1253]
directory-entry: LUDWIG, W. L., Waingawa Butchery, 18 Molesworth Street. 'Phone 933. bbox=[20, 871, 202, 891]
ad-brand: TE ARO HOUSE, bbox=[1439, 515, 1738, 652]
directory-entry: BERRY'S CO., 4 Cuba St. Note, W'gton; make money at home; write for particulars. bbox=[214, 336, 396, 356]
board-notice: WHERE TO STAY. EXCELLENT Board and Residence, healthy locality, airy rooms, comfort of home and social study. Terms, 4s. 6d. day. Princes Street, Wellington. bbox=[1324, 1216, 1584, 1256]
to-let-notice: TO LET, comfortable cottage near Basin Reserve, all conveniences. Apply 3, Cambridge Terrace. bbox=[1592, 1444, 1853, 1472]
business-notice: FOR SALE, Goodwill of first-class Restaurant (good position, good town), containing 40 rooms; furniture included, £700; 5 years' lease, with right of renewal. Price, £550, including furniture. Apply, Bowater and Co., 55 Hill Street, Wanganui. bbox=[603, 314, 1047, 356]
business-notice: GIBBONS for Seed Potatoes, a few tons of well-kept Up-to-Dates. Gibbons, 163 Lambton Quay. bbox=[603, 847, 1047, 864]
directory-category: BAKERS. bbox=[20, 509, 202, 523]
directory-entry: HEADSEN, P. and Son, 84 and 86 Tory St., Wellington. Furniture Manufacturers. bbox=[20, 1898, 202, 1918]
directory-entry: WADE, R., 41 Tory St. Brass Castings of All Descriptions. Castings Daily. bbox=[20, 790, 202, 809]
educational-notice: WANGANUI PREPARATORY SCHOOL, HURWORTH. W. E. ATKINSON, Headmaster. The Second Term in the New Buildings opens on THURSDAY, SEPTEMBER 23, at 9 a.m. Boarders return on Wednesday, 22nd. bbox=[409, 703, 591, 765]
directory-entry: THORNDON BOOT REPAIRING CO., 95 Molesworth St. Ring up 1579 for Repairs. bbox=[20, 708, 202, 728]
lamp-line: Branches at Dunedin, Christchurch and Auckland. bbox=[1592, 1884, 1853, 1900]
directory-category: MOTOR CARS. bbox=[214, 699, 396, 713]
situations-vacant-list bbox=[1059, 533, 1308, 709]
professional-notice: WANTED, Agent to sell 'The Dominion' and periodicals on train run between Napier and Taihape. Apply J. L. Dew, Railway Bookstall, Masterton. bbox=[1059, 283, 1308, 322]
board-notice: 190 UPPER WILLIS STREET — Vacancies for Visitors or Permanent Gentlemen. Telephone 1453. bbox=[1324, 1501, 1584, 1528]
directory-entry: VICTORIA DINING ROOMS, 123 Victoria St. Good Meals at All Hours. bbox=[214, 1387, 396, 1407]
city-printing-ad bbox=[1059, 1269, 1308, 1342]
directory-category: ELECTRICIANS. bbox=[20, 1461, 202, 1475]
directory-entry: DAWSON, J., Opposite Public Library, Wellington. Wire Shutters, Fencing, Etc. bbox=[409, 445, 591, 465]
directory-entry: NORTONPAYLOR, W., Painless Healer, Hypnotist, Masseur, 46 Willis Street. bbox=[214, 909, 396, 929]
directory-category: ACCORDEONS, CHINA & GLASS REPAIRER. bbox=[20, 132, 202, 157]
directory-entry: MORRISON & PENNY, Merchant Tailors, 114 Willis Street (see Advt.). bbox=[214, 1696, 396, 1716]
directory-entry: CAMPBELL, WILLIAM, 90 and 92 Manners St., 1-3 Cuba St., and 169 Riddiford St. bbox=[20, 1939, 202, 1959]
ad-city: WELLINGTON. bbox=[1491, 684, 1686, 710]
directory-category: PHOTOGRAPHERS. bbox=[214, 1096, 396, 1110]
wallpaper-line: LATEST IN WALLPAPERS, FRIEZES, ETC. bbox=[409, 1341, 561, 1350]
wairarapa-listing bbox=[409, 609, 591, 630]
building-line: LAERY AND COMPANY, LIMITED, Allen Street, WELLINGTON. bbox=[1592, 1715, 1853, 1731]
directory-category: WIRE WORKER. bbox=[409, 428, 591, 442]
directory-entry: ANDERSON, A., Piano Tuned, Bought, or Exchanged. 330 Tinakori Road. 'Phone 2890. bbox=[214, 828, 396, 847]
directory-entry: MACKAY, S. and W., Booksellers, 86 Lambton Quay. Always the Latest Books. bbox=[20, 597, 202, 617]
houses-land-heading: HOUSES & LAND WANTED & FOR SALE. bbox=[1324, 1535, 1584, 1553]
directory-entry: NEW ZEALAND EXPRESS CO., LTD., 39 Customhouse Quay. 'Phone 1331. bbox=[20, 1017, 202, 1037]
directory-entry: COMMERCIAL HOUSE, Eketahuna. Best Fitted Stable, Terms Low, Good Accommodation. bbox=[409, 610, 591, 629]
sale-notice: FOR SALE, Shop Counter, Wall Mirrors, Baker and Confectioners' Sundries. Apply Cadbury's, Ghuznee Street. bbox=[1059, 1064, 1308, 1092]
directory-category: UMBRELLA MAKERS. bbox=[409, 183, 591, 198]
directory-entry: KER'S TAXI CAB SERVICE. Motor and Cycle Works, Petone. bbox=[409, 492, 591, 512]
directory-category: MANICURISTS & LADIES' HAIRDRESSERS. bbox=[214, 577, 396, 591]
directory-entry: COR LEONIS, 123 Willis St. Advice on all Subjects. Hours 9.30 a.m. to 9 p.m. bbox=[20, 444, 202, 464]
directory-category: COAL, PRODUCE, & WASTE PRODUCTS. bbox=[20, 1193, 202, 1207]
sale-notice: WANTED to Sell, one Four-horse Team, in good order and condition. Box 276, Palmerston North. bbox=[1059, 1132, 1308, 1160]
directory-column-2 bbox=[210, 74, 402, 1960]
directory-category: DAIRYMEN. bbox=[20, 1316, 202, 1330]
business-notice: JUST Arrived — Seed Potatoes, the finest English Tobacco set the market; fresh, delicious flavour. bbox=[603, 918, 1047, 935]
wanteds-list bbox=[1059, 826, 1308, 956]
directory-entry: HUTCHESON, WILSON & CO., 92 Jervois Q'y, For All Makers, Bridge Contractors. bbox=[214, 1533, 396, 1553]
wanted-to-sell-heading: WANTED TO SELL. bbox=[1059, 962, 1308, 981]
personal-heading: PERSONAL. bbox=[1059, 715, 1308, 734]
directory-entry: THE SCOULLAR CO., LTD., 80, 90 Lambton Quay. Refinement, Taste, Excellence. bbox=[214, 180, 396, 200]
directory-entry: LAWSON, M., Corner Tory & Vivian Sts. Buyer of Second-hand Furniture. Spot Cash. bbox=[214, 1574, 396, 1593]
directory-category: CYCLES. bbox=[20, 1275, 202, 1289]
professional-notice: WANTED, good Cook-Laundress and House-parlourmaid. Apply Mrs. Eckford, Dannevirke. bbox=[1059, 328, 1308, 356]
directory-entry: REMINGTON TYPEWRITER AGENCY, Customhouse Quay, W'gton. 'Phone 2345. bbox=[409, 160, 591, 179]
directory-entry: MYBICK, F., All Bakery, Confectionery, and Catering for Socials, Lower Hutt. bbox=[409, 563, 591, 582]
directory-listing bbox=[409, 132, 591, 465]
wanted-notice: WANTED, Cottage, 4 or 5 rooms, city. Box 228, Town. bbox=[1059, 939, 1308, 956]
directory-category: CHEMISTS. bbox=[20, 1065, 202, 1079]
situations-vacant-sub: Advertisements under this heading, Sixteen Words for Sixpence, if prepaid. bbox=[1067, 520, 1301, 529]
building-section-heading: BUILDING SECTION. BUILDING SECTION. bbox=[1592, 1614, 1853, 1633]
ad-body-3: One of our SMARTEST COSTUMES consists of a coat and skirt made in Jamaica brown, ivory, and saxe blue linen. The Directoire cuffs and collar are trimmed with satin of a darker shade, finished daintily with white braid. 47s. 6d. Still another and MORE IDEAL COSTUME, made in stripe linen. A happy combination of blouse, dress, and coat and skirt effect. It consists of box pleated skirt finished at the foot with a broad band of white linen. These Costumes are a charm in style and making which are the main reasons for their popularity. bbox=[1338, 419, 1839, 481]
board-notice: KING'S COURT PRIVATE HOTEL, UPPER QUEEN'S STREET, AUCKLAND. Visitors to Auckland can find accommodation at the above address. Terms moderate. Good table. Telegraph George Usher, Proprietor. bbox=[1324, 1171, 1584, 1210]
directory-entry: MR. VILMOT C. QUINNELL, M.R.C.V.S., Reg., 65 Manners St., W'gton. 'Phone 2366. bbox=[409, 323, 591, 342]
board-notice: TE RURUNGA, 16 ORIENTAL BAY. FIRST-CLASS ACCOMMODATION. Trams stop at the door. Large bedrooms, smoking room; the most attractive sea views in Wellington. bbox=[1324, 1307, 1584, 1347]
directory-entry: VIETCH'S BROS.' STRING BAND, At Homes, Etc. 152 Tory St. 'Phone 2291. bbox=[214, 804, 396, 824]
directory-category: BUILDERS AND CONTRACTORS. bbox=[20, 814, 202, 828]
directory-category: NATIVE AGENT. bbox=[214, 851, 396, 866]
lost-found-sub: Advertisements under this heading, Sixteen Words for One Shilling, if prepaid. bbox=[1061, 1188, 1307, 1196]
lost-notice: LOST, Saturday Evening, Gold Cable Bangle, with M.M.P. on Locket, between Willis and Cuba Sts. Reward. bbox=[1059, 1235, 1308, 1263]
ad-body-2: VERY COOL AND COMFORTABLE COSTUME, in pale and canard blue, made with plain skirt and long coat, finished entirely with self material; has coat collar, turn back cuffs, and buttons, resemble single breasted. 37s. 6d. A SMART COSTUME, in pale blue can de nil and darker blue. The skirt is made with inverted pleat back and front; the coat has a white inlaid collar braided with coloured braid and finished with self strapping, and green buttons with white centres. 57s. 6d. STRIPED LINEN COSTUME, in biscuit, can de nil, and different shades of blue with white stripes. Has chevalier collar, cuffs, and pockets of white pique, finished strappings and buttons to match. 35s. 6d. bbox=[1338, 334, 1839, 409]
city-printing-title: CITY PRINTING COMPANY, bbox=[1105, 1268, 1262, 1281]
